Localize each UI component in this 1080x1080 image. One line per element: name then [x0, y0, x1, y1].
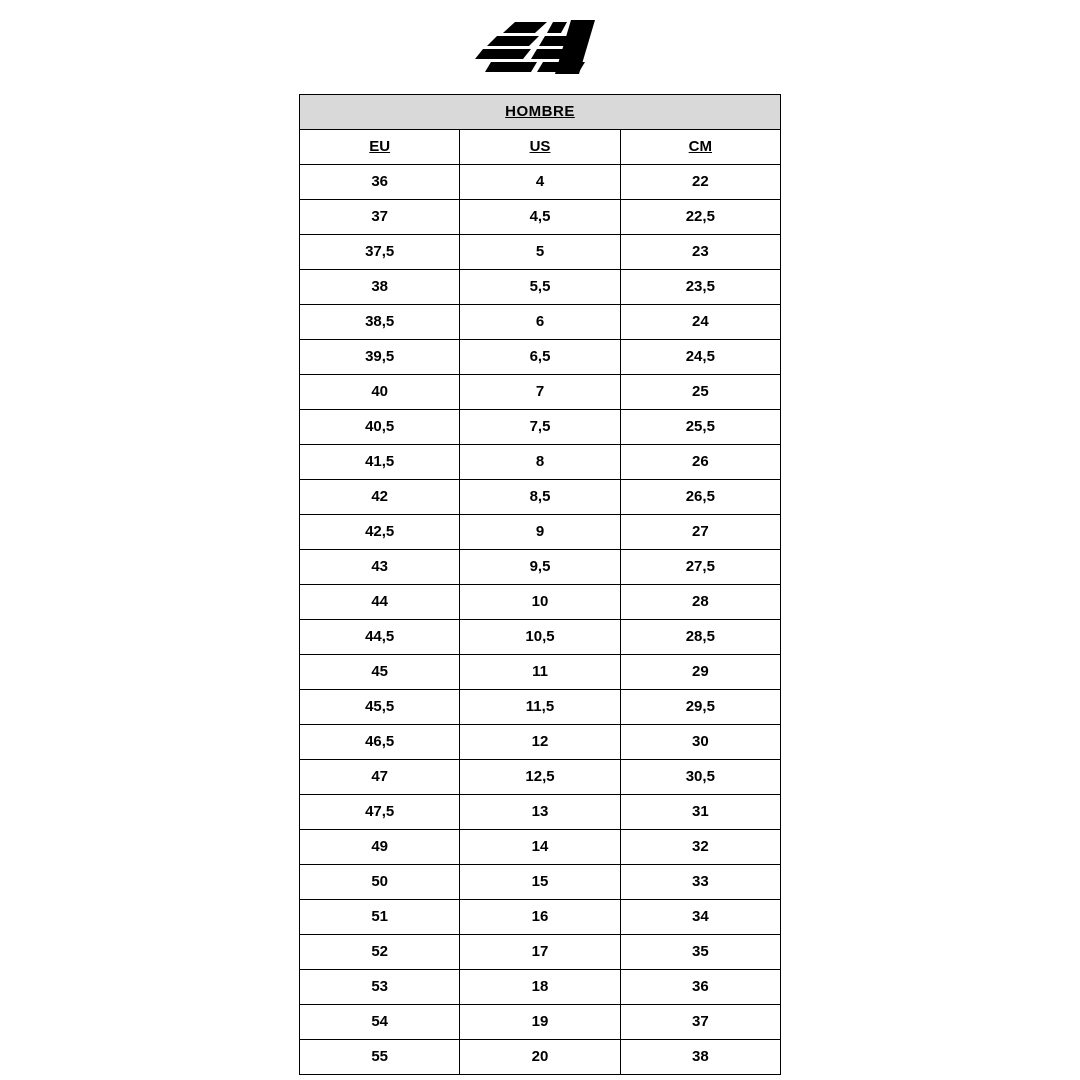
table-row	[300, 865, 781, 900]
cell-us: 14	[460, 830, 620, 865]
cell-cm: 37	[620, 1005, 780, 1040]
table-title-row	[300, 95, 781, 130]
column-header-cm	[620, 130, 780, 165]
table-row	[300, 970, 781, 1005]
table-row	[300, 305, 781, 340]
cell-cm: 38	[620, 1040, 780, 1075]
cell-us: 5	[460, 235, 620, 270]
cell-cm: 22	[620, 165, 780, 200]
cell-eu: 53	[300, 970, 460, 1005]
cell-us: 8,5	[460, 480, 620, 515]
cell-cm: 28,5	[620, 620, 780, 655]
cell-eu: 46,5	[300, 725, 460, 760]
table-row	[300, 620, 781, 655]
table-row	[300, 690, 781, 725]
cell-eu: 42	[300, 480, 460, 515]
table-header-row	[300, 130, 781, 165]
cell-eu: 43	[300, 550, 460, 585]
cell-eu: 44	[300, 585, 460, 620]
cell-us: 10	[460, 585, 620, 620]
cell-us: 19	[460, 1005, 620, 1040]
cell-us: 16	[460, 900, 620, 935]
cell-cm: 31	[620, 795, 780, 830]
cell-eu: 44,5	[300, 620, 460, 655]
cell-eu: 50	[300, 865, 460, 900]
table-row	[300, 515, 781, 550]
cell-cm: 30,5	[620, 760, 780, 795]
table-row	[300, 550, 781, 585]
cell-us: 12,5	[460, 760, 620, 795]
column-header-eu-label: EU	[369, 137, 391, 155]
cell-eu: 49	[300, 830, 460, 865]
cell-eu: 38,5	[300, 305, 460, 340]
table-row	[300, 935, 781, 970]
cell-us: 6,5	[460, 340, 620, 375]
cell-us: 11	[460, 655, 620, 690]
table-row	[300, 830, 781, 865]
cell-us: 12	[460, 725, 620, 760]
cell-cm: 22,5	[620, 200, 780, 235]
cell-us: 5,5	[460, 270, 620, 305]
table-row	[300, 795, 781, 830]
cell-cm: 25	[620, 375, 780, 410]
cell-cm: 27,5	[620, 550, 780, 585]
cell-us: 9,5	[460, 550, 620, 585]
cell-eu: 38	[300, 270, 460, 305]
table-row	[300, 480, 781, 515]
cell-eu: 47,5	[300, 795, 460, 830]
table-row	[300, 375, 781, 410]
cell-cm: 23,5	[620, 270, 780, 305]
brand-logo	[460, 14, 620, 78]
cell-eu: 52	[300, 935, 460, 970]
cell-eu: 55	[300, 1040, 460, 1075]
cell-eu: 41,5	[300, 445, 460, 480]
cell-us: 18	[460, 970, 620, 1005]
cell-cm: 35	[620, 935, 780, 970]
cell-cm: 29,5	[620, 690, 780, 725]
cell-cm: 25,5	[620, 410, 780, 445]
cell-us: 10,5	[460, 620, 620, 655]
new-balance-logo-icon	[475, 16, 605, 76]
column-header-us	[460, 130, 620, 165]
table-row	[300, 760, 781, 795]
cell-cm: 33	[620, 865, 780, 900]
cell-us: 4	[460, 165, 620, 200]
cell-eu: 39,5	[300, 340, 460, 375]
cell-cm: 36	[620, 970, 780, 1005]
cell-eu: 45,5	[300, 690, 460, 725]
cell-eu: 40	[300, 375, 460, 410]
cell-us: 11,5	[460, 690, 620, 725]
table-title	[300, 95, 781, 130]
cell-eu: 45	[300, 655, 460, 690]
cell-cm: 27	[620, 515, 780, 550]
table-row	[300, 340, 781, 375]
cell-us: 8	[460, 445, 620, 480]
cell-eu: 51	[300, 900, 460, 935]
cell-us: 20	[460, 1040, 620, 1075]
table-row	[300, 655, 781, 690]
cell-cm: 29	[620, 655, 780, 690]
table-row	[300, 725, 781, 760]
cell-cm: 26,5	[620, 480, 780, 515]
column-header-eu	[300, 130, 460, 165]
cell-us: 9	[460, 515, 620, 550]
table-row	[300, 445, 781, 480]
cell-eu: 54	[300, 1005, 460, 1040]
cell-eu: 47	[300, 760, 460, 795]
cell-eu: 37	[300, 200, 460, 235]
cell-us: 6	[460, 305, 620, 340]
cell-eu: 40,5	[300, 410, 460, 445]
cell-eu: 37,5	[300, 235, 460, 270]
table-row	[300, 1005, 781, 1040]
cell-cm: 28	[620, 585, 780, 620]
cell-cm: 23	[620, 235, 780, 270]
table-row	[300, 1040, 781, 1075]
table-row	[300, 410, 781, 445]
table-row	[300, 900, 781, 935]
cell-eu: 36	[300, 165, 460, 200]
table-title-text: HOMBRE	[505, 102, 575, 120]
cell-us: 4,5	[460, 200, 620, 235]
cell-eu: 42,5	[300, 515, 460, 550]
cell-cm: 32	[620, 830, 780, 865]
table-row	[300, 200, 781, 235]
size-conversion-table	[299, 94, 781, 1075]
table-row	[300, 235, 781, 270]
cell-cm: 30	[620, 725, 780, 760]
cell-cm: 24	[620, 305, 780, 340]
table-row	[300, 165, 781, 200]
column-header-cm-label: CM	[688, 137, 712, 155]
column-header-us-label: US	[529, 137, 551, 155]
cell-us: 15	[460, 865, 620, 900]
cell-cm: 26	[620, 445, 780, 480]
cell-us: 7,5	[460, 410, 620, 445]
table-row	[300, 585, 781, 620]
table-row	[300, 270, 781, 305]
cell-cm: 24,5	[620, 340, 780, 375]
cell-us: 13	[460, 795, 620, 830]
cell-us: 17	[460, 935, 620, 970]
cell-us: 7	[460, 375, 620, 410]
cell-cm: 34	[620, 900, 780, 935]
